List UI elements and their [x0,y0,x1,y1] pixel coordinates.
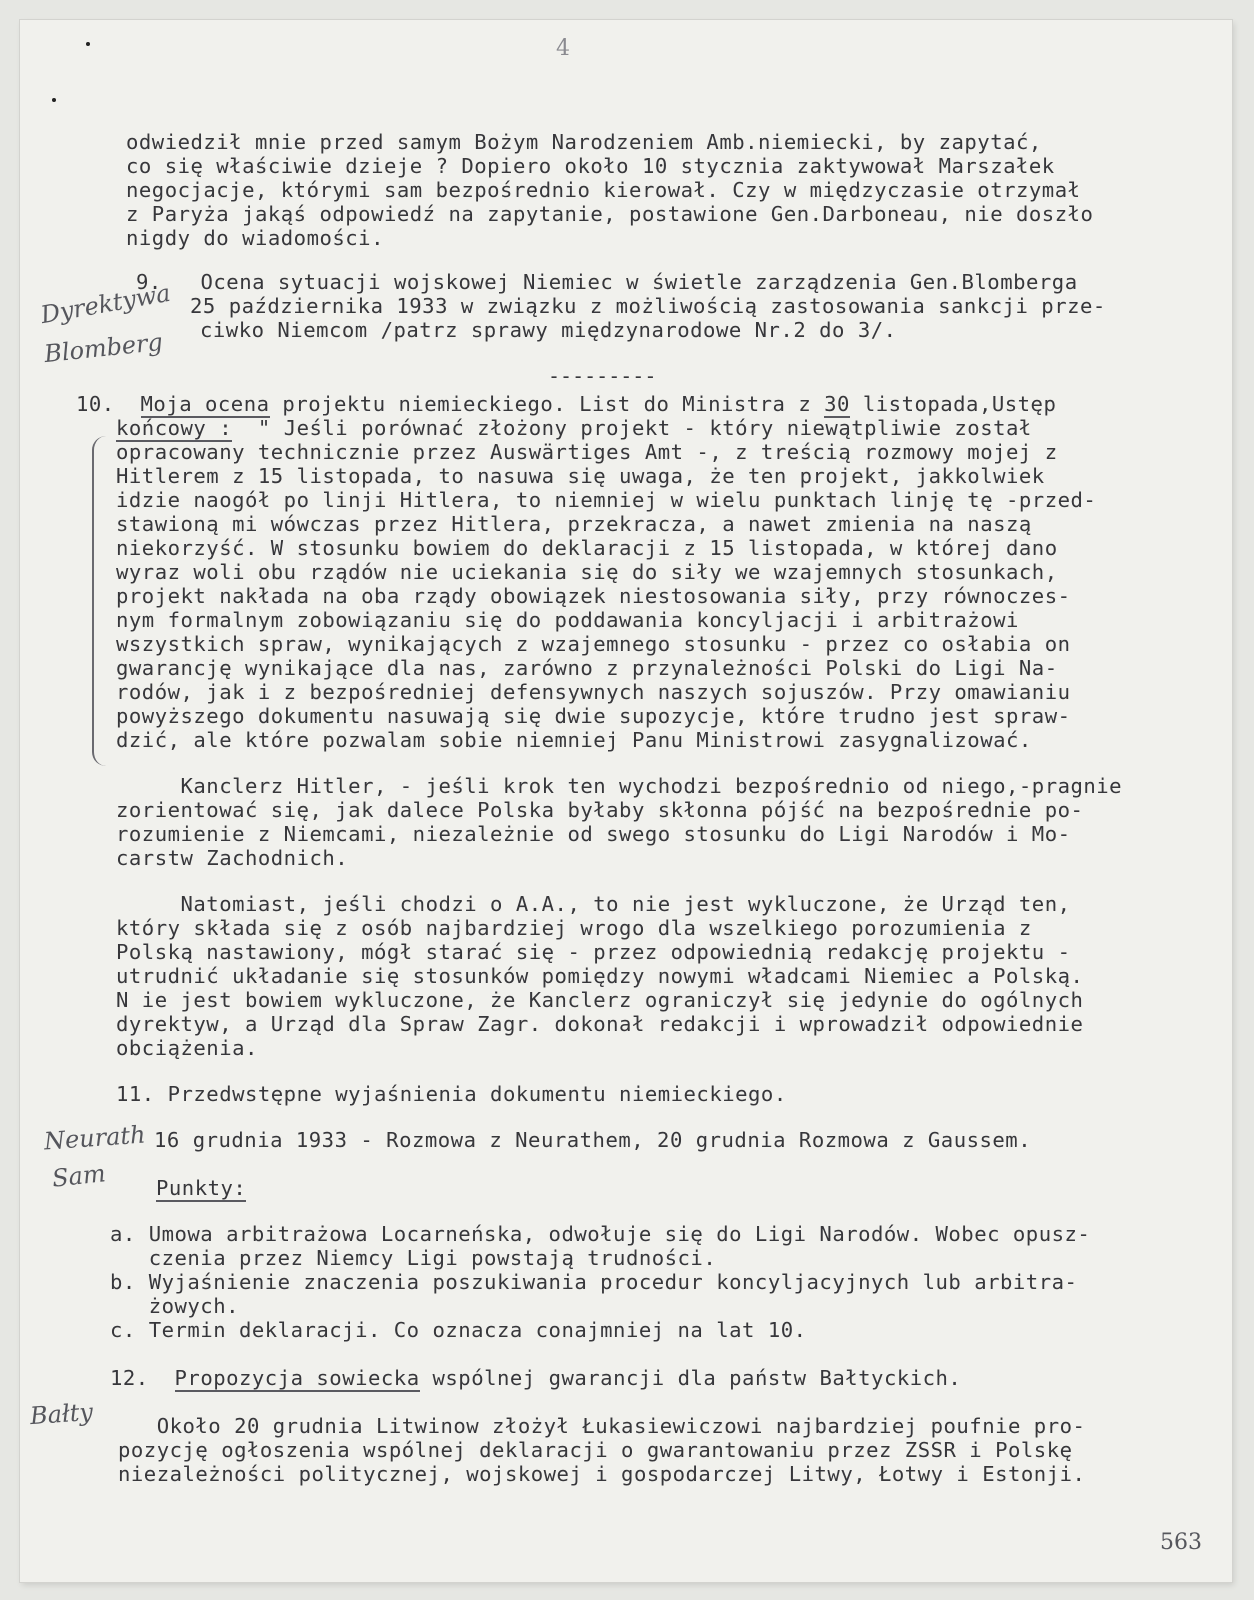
text-line: który składa się z osób najbardziej wrogo dla wszelkiego porozumienia z [116,916,1032,940]
underlined-text: 30 [824,392,850,416]
list-item: czenia przez Niemcy Ligi powstają trudności. [110,1246,717,1270]
punch-mark [86,42,90,46]
text-line: Około 20 grudnia Litwinow złożył Łukasiewiczowi najbardziej poufnie pro- [118,1414,1086,1438]
text-line: wyraz woli obu rządów nie uciekania się do siły we wzajemnych stosunkach, [116,560,1058,584]
text-line: projekt nakłada na oba rządy obowiązek niestosowania siły, przy równoczes- [116,584,1071,608]
text-line: nym formalnym zobowiązaniu się do poddawania koncyljacji i arbitrażowi [116,608,1019,632]
list-item: c. Termin deklaracji. Co oznacza conajmniej na lat 10. [110,1318,807,1342]
text-line: idzie naogół po linji Hitlera, to niemniej w wielu punktach linję tę -przed- [116,488,1097,512]
underlined-text: Moja ocena [140,392,270,416]
text-line: stawioną mi wówczas przez Hitlera, przekracza, a nawet zmienia na naszą [116,512,1032,536]
text-line: negocjacje, którymi sam bezpośrednio kierował. Czy w międzyczasie otrzymał [126,178,1081,202]
section-9-heading: 9. Ocena sytuacji wojskowej Niemiec w świetle zarządzenia Gen.Blomberga [136,270,1078,294]
page-number: 4 [556,36,570,61]
text-line: powyższego dokumentu nasuwają się dwie supozycje, które trudno jest spraw- [116,704,1071,728]
text-line: N ie jest bowiem wykluczone, że Kanclerz ograniczył się jedynie do ogólnych [116,988,1084,1012]
text-line: utrudnić układanie się stosunków pomiędzy nowymi władcami Niemiec a Polską. [116,964,1084,988]
list-item: żowych. [110,1294,239,1318]
text-line: ciwko Niemcom /patrz sprawy międzynarodowe Nr.2 do 3/. [200,318,897,342]
text-line: wszystkich spraw, wynikających z wzajemnego stosunku - przez co osłabia on [116,632,1071,656]
text-line: 25 października 1933 w związku z możliwością zastosowania sankcji prze- [190,294,1106,318]
text-line: Hitlerem z 15 listopada, to nasuwa się uwaga, że ten projekt, jakkolwiek [116,464,1045,488]
text-line: z Paryża jakąś odpowiedź na zapytanie, postawione Gen.Darboneau, nie doszło [126,202,1094,226]
text-line: pozycję ogłoszenia wspólnej deklaracji o gwarantowaniu przez ZSSR i Polskę [118,1438,1073,1462]
points-label: Punkty: [156,1176,247,1200]
punch-mark [52,98,56,102]
handwritten-note: Dyrektywa [38,278,173,330]
handwritten-note: Bałty [29,1397,94,1431]
handwritten-note: Neurath [43,1120,147,1156]
text-line: dyrektyw, a Urząd dla Spraw Zagr. dokonał redakcji i wprowadził odpowiednie [116,1012,1084,1036]
text-line: rodów, jak i z bezpośredniej defensywnych naszych sojuszów. Przy omawianiu [116,680,1071,704]
text-line: końcowy : " Jeśli porównać złożony projekt - który niewątpliwie został [116,416,1032,440]
text-line: 16 grudnia 1933 - Rozmowa z Neurathem, 20 grudnia Rozmowa z Gaussem. [154,1128,1032,1152]
text-line: nigdy do wiadomości. [126,226,384,250]
divider: --------- [548,364,657,388]
text-line: opracowany technicznie przez Auswärtiges Amt -, z treścią rozmowy mojej z [116,440,1058,464]
underlined-text: końcowy : [116,416,233,440]
text-line: Polską nastawiony, mógł starać się - przez odpowiednią redakcję projektu - [116,940,1071,964]
underlined-text: Propozycja sowiecka [174,1366,420,1390]
text-line: carstw Zachodnich. [116,846,349,870]
text-line: Kanclerz Hitler, - jeśli krok ten wychodzi bezpośrednio od niego,-pragnie [116,774,1123,798]
text-line: co się właściwie dzieje ? Dopiero około 10 stycznia zaktywował Marszałek [126,154,1055,178]
text-line: Natomiast, jeśli chodzi o A.A., to nie jest wykluczone, że Urząd ten, [116,892,1071,916]
text-line: rozumienie z Niemcami, niezależnie od swego stosunku do Ligi Narodów i Mo- [116,822,1071,846]
text-line: zorientować się, jak dalece Polska byłaby skłonna pójść na bezpośrednie po- [116,798,1084,822]
section-12-heading: 12. Propozycja sowiecka wspólnej gwarancji dla państw Bałtyckich. [110,1366,962,1390]
text-line: obciążenia. [116,1036,258,1060]
handwritten-note: Sam [50,1159,107,1193]
section-11-heading: 11. Przedwstępne wyjaśnienia dokumentu niemieckiego. [116,1082,787,1106]
list-item: a. Umowa arbitrażowa Locarneńska, odwołuje się do Ligi Narodów. Wobec opusz- [110,1222,1091,1246]
text-line: dzić, ale które pozwalam sobie niemniej Panu Ministrowi zasygnalizować. [116,728,1032,752]
text-line: niezależności politycznej, wojskowej i gospodarczej Litwy, Łotwy i Estonji. [118,1462,1086,1486]
section-10-heading: 10. Moja ocena projektu niemieckiego. List do Ministra z 30 listopada,Ustęp [76,392,1057,416]
archive-number: 563 [1160,1530,1202,1555]
text-line: odwiedził mnie przed samym Bożym Narodzeniem Amb.niemiecki, by zapytać, [126,130,1042,154]
margin-bracket [92,436,112,766]
text-line: niekorzyść. W stosunku bowiem do deklaracji z 15 listopada, w której dano [116,536,1058,560]
handwritten-note: Blomberg [42,327,165,369]
list-item: b. Wyjaśnienie znaczenia poszukiwania procedur koncyljacyjnych lub arbitra- [110,1270,1078,1294]
text-line: gwarancję wynikające dla nas, zarówno z przynależności Polski do Ligi Na- [116,656,1058,680]
